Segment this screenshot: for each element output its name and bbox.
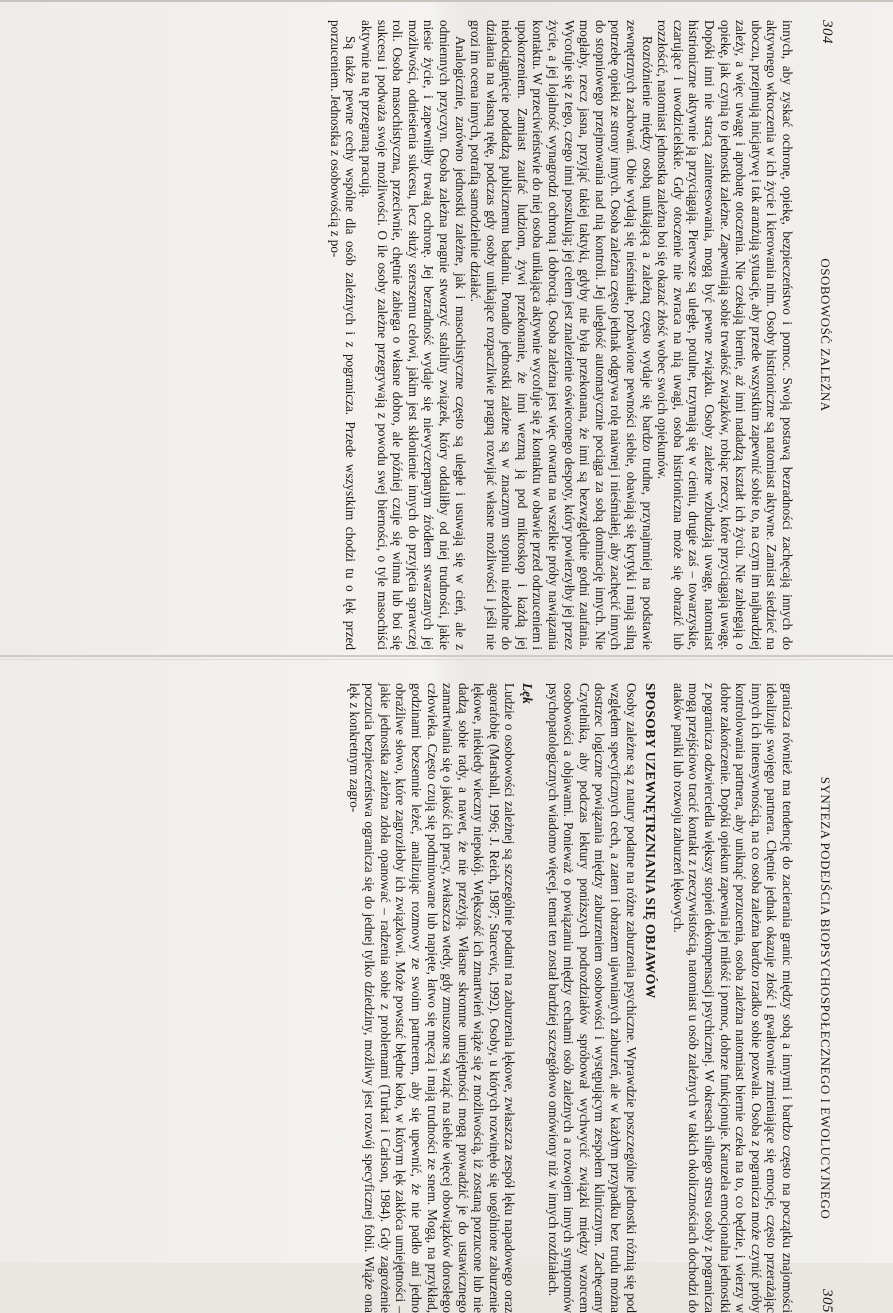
scan-edge [0,0,893,2]
running-head: SYNTEZA PODEJŚCIA BIOPSYCHOSPOŁECZNEGO I EWOLUCYJNEGO [818,776,833,1220]
paragraph: Rozróżnienie między osobą unikającą a zależną często wydaje się bardzo trudne, przynajmniej na podstawie zewnętrznych zachowań. Obie wydają się nieśmiałe, pozbawione pewności siebie, obawiają się krytyki i mają silną potrzebę opieki ze strony innych. Osoba zależna często jednak odgrywa rolę naiwnej i nieśmiałej, aby zachęcić innych do stopniowego przejmowania nad nią kontroli. Jej uległość automatycznie pociąga za sobą dominację innych. Nie mogłaby, rzecz jasna, przyjąć takiej taktyki, gdyby nie była przekonana, że inni są bezwzględnie godni zaufania. Wycofuje się z tego, czego inni poszukują; jej celem jest znalezienie oświeconego despoty, który powierzyłby jej przez życie, a jej lojalność wynagrodzi ochroną i dobrocią. Osoba zależna jest więc otwarta na wszelkie próby nawiązania kontaktu. W przeciwieństwie do niej osoba unikająca aktywnie wycofuje się z kontaktu w obawie przed odrzuceniem i upokorzeniem. Zamiast zaufać ludziom, żywi przekonanie, że inni wezmą ją pod mikroskop i każdą jej niedociągnięcie poddadzą publicznemu badaniu. Ponadto jednostki zależne są w znacznym stopniu niezdolne do działania na własną rękę, podczas gdy osoby unikające rozpaczliwie pragną rozwijać własne możliwości i jeśli nie grozi im ocena innych, potrafią samodzielnie działać. [468,20,655,650]
page-header [809,683,835,1313]
paragraph: Są także pewne cechy wspólne dla osób zależnych i z pogranicza. Przede wszystkim chodzi tu o lęk przed porzuceniem. Jednostka z osobowością z po- [327,20,359,650]
running-head: OSOBOWOŚĆ ZALEŻNA [818,258,833,412]
page-305 [290,683,835,1313]
paragraph: granicza również ma tendencję do zacierania granic między sobą a innymi i bardzo często na początku znajomości idealizuje swojego partnera. Chętnie jednak okazuje złość i gwałtownie zmieniające się emocje, często przerażając innych ich intensywnością, na co osoba zależna bardzo rzadko sobie pozwala. Osoba z pogranicza może czynić próby kontrolowania partnera, aby uniknąć porzucenia, osoba zależna natomiast biernie czeka na to, co będzie, i wierzy w dobre zakończenie. Dopóki opiekun zapewnia jej miłość i pomoc, dobrze funkcjonuje. Karuzela emocjonalna jednostki z pogranicza odzwierciedla większy stopień dekompensacji psychicznej. W okresach silnego stresu osoby z pogranicza mogą przejściowo tracić kontakt z rzeczywistością, natomiast u osób zależnych w takich okolicznościach dochodzi do ataków paniki lub rozwoju zaburzeń lękowych. [670,683,795,1313]
page-304 [290,20,835,650]
page-body [327,20,795,650]
page-fold-line [0,655,893,657]
paragraph: Analogicznie, zarówno jednostki zależne, jak i masochistyczne często są uległe i usuwają się w cień, ale z odmiennych przyczyn. Osoba zależna pragnie stworzyć stabilny związek, który oddaliłby od niej trudności, jakie niesie życie, i zapewniłby trwałą ochronę. Jej bezradność wydaje się niewyczerpanym źródłem stwarzanych jej możliwości, odniesienia sukcesu, lecz służy szerszemu celowi, jakim jest skłonienie innych do przyjęcia sprawczej roli. Osoba masochistyczna, przeciwnie, chętnie zabiega o własne dobro, ale później czuje się winna lub boi się sukcesu i podważa swoje możliwości. O ile osoby zależne przegrywają z powodu swej bierności, o tyle masochiści aktywnie na tę przegraną pracują. [358,20,468,650]
page-number: 304 [819,20,835,44]
paragraph: innych, aby zyskać ochronę, opiekę, bezpieczeństwo i pomoc. Swoją postawą bezradności zachęcają innych do aktywnego wkroczenia w ich życie i kierowania nim. Osoby histrioniczne są natomiast aktywne. Zamiast siedzieć na uboczu, przejmują inicjatywę i tak aranżują sytuację, aby przede wszystkim zapewnić sobie to, na czym im najbardziej zależy, a więc uwagę i aprobatę otoczenia. Nie czekają biernie, aż inni nadadzą kształt ich życiu. Nie zabiegają o opiekę, jak czynią to jednostki zależne. Zapewniają sobie trwałość związków, robiąc rzeczy, które przyciągają uwagę. Dopóki inni nie stracą zainteresowania, mogą być pewne związku. Osoby zależne wzbudzają uwagę, natomiast histrioniczne aktywnie ją przyciągają. Pierwsze są uległe, potulne, trzymają się w cieniu, drugie zaś – towarzyskie, czarujące i uwodzicielskie. Gdy otoczenie nie zwraca na nią uwagi, osoba histrioniczna może się obrazić lub rozzłościć, natomiast jednostka zależna boi się okazać złość wobec swoich opiekunów. [655,20,795,650]
section-heading: SPOSOBY UZEWNĘTRZNIANIA SIĘ OBJAWÓW [643,683,659,999]
subsection-heading: Lęk [520,683,536,704]
page-number: 305 [819,1289,835,1313]
paragraph: Osoby zależne są z natury podatne na różne zaburzenia psychiczne. Wprawdzie poszczególne jednostki różnią się pod względem specyficznych cech, a zatem i obrazem ujawnianych zaburzeń, ale w każdym przypadku bez trudu można dostrzec logiczne powiązania między zaburzeniem osobowości i występującym zespołem klinicznym. Zachęcamy Czytelnika, aby podczas lektury poniższych podrozdziałów spróbował wychwycić związki między wzorcem osobowości a objawami. Ponieważ o powiązaniu między cechami osób zależnych a rozwojem innych symptomów psychopatologicznych wiadomo więcej, temat ten został bardziej szczegółowo omówiony niż w innych rozdziałach. [545,683,639,1313]
page-body [346,683,795,1313]
page-header [809,20,835,650]
paragraph: Ludzie o osobowości zależnej są szczególnie podatni na zaburzenia lękowe, zwłaszcza zespół lęku napadowego oraz agorafobię (Marshall, 1996; J. Reich, 1987; Starcevic, 1992). Osoby, u których rozwinęło się uogólnione zaburzenie lękowe, niekiedy wieczny niepokój. Większość ich zmartwień wiąże się z możliwością, iż zostaną porzucone lub nie dadzą sobie rady, a nawet, że nie przeżyją. Własne skromne umiejętności mogą prowadzić je do ustawicznego zamartwiania się o jakość ich pracy, zwłaszcza wtedy, gdy zmuszone są wziąć na siebie więcej obowiązków dorosłego człowieka. Często czują się podminowane lub napięte, łatwo się męczą i mają trudności ze snem. Mogą, na przykład, godzinami bezsennie leżeć, analizując rozmowy ze swoim partnerem, aby się upewnić, że nie padło ani jedno obraźliwe słowo, które zagroziłoby ich związkowi. Może powstać błędne koło, w którym lęk zakłóca umiejętności – jakie jednostka zależna zdoła opanować – radzenia sobie z problemami (Turkat i Carlson, 1984). Gdy zagrożenie poczucia bezpieczeństwa ogranicza się do jednej tylko dziedziny, możliwy jest rozwój specyficznej fobii. Wiąże ona lęk z konkretnym zagro- [346,683,518,1313]
